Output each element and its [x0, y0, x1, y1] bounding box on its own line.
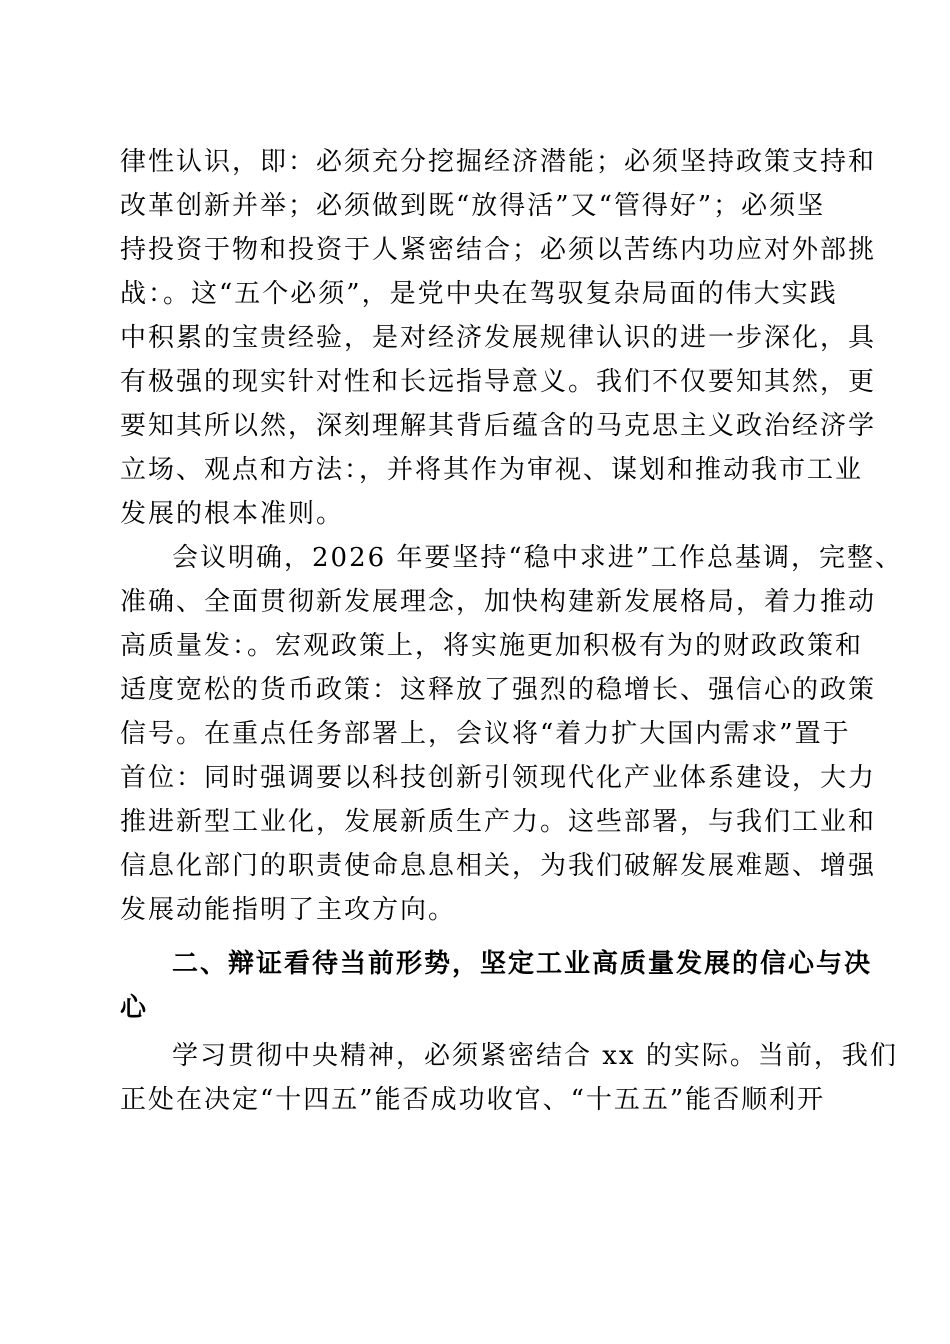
text-line-14: 信号。在重点任务部署上，会议将“着力扩大国内需求”置于: [120, 719, 851, 749]
text-line-6: 有极强的现实针对性和长远指导意义。我们不仅要知其然，更: [120, 367, 877, 397]
section-heading-line-2: 心: [120, 993, 149, 1023]
text-line-9: 发展的根本准则。: [120, 499, 345, 529]
text-line-1: 律性认识，即：必须充分挖掘经济潜能；必须坚持政策支持和: [120, 147, 877, 177]
text-line-10: 会议明确，2026 年要坚持“稳中求进”工作总基调，完整、: [172, 543, 904, 573]
text-line-21: 学习贯彻中央精神，必须紧密结合 xx 的实际。当前，我们: [172, 1041, 898, 1071]
text-line-4: 战：。这“五个必须”，是党中央在驾驭复杂局面的伟大实践: [120, 279, 838, 309]
text-line-22: 正处在决定“十四五”能否成功收官、“十五五”能否顺利开: [120, 1085, 826, 1115]
section-heading-line-1: 二、辩证看待当前形势，坚定工业高质量发展的信心与决: [172, 949, 873, 979]
text-line-2: 改革创新并举；必须做到既“放得活”又“管得好”；必须坚: [120, 191, 826, 221]
text-line-16: 推进新型工业化，发展新质生产力。这些部署，与我们工业和: [120, 807, 877, 837]
text-line-13: 适度宽松的货币政策：这释放了强烈的稳增长、强信心的政策: [120, 675, 877, 705]
text-line-12: 高质量发：。宏观政策上，将实施更加积极有为的财政政策和: [120, 631, 864, 661]
text-line-3: 持投资于物和投资于人紧密结合；必须以苦练内功应对外部挑: [120, 235, 877, 265]
text-line-5: 中积累的宝贵经验，是对经济发展规律认识的进一步深化，具: [120, 323, 877, 353]
text-line-17: 信息化部门的职责使命息息相关，为我们破解发展难题、增强: [120, 851, 877, 881]
text-line-15: 首位：同时强调要以科技创新引领现代化产业体系建设，大力: [120, 763, 877, 793]
text-line-11: 准确、全面贯彻新发展理念，加快构建新发展格局，着力推动: [120, 587, 877, 617]
text-line-8: 立场、观点和方法：，并将其作为审视、谋划和推动我市工业: [120, 455, 864, 485]
text-line-18: 发展动能指明了主攻方向。: [120, 895, 457, 925]
text-line-7: 要知其所以然，深刻理解其背后蕴含的马克思主义政治经济学: [120, 411, 877, 441]
